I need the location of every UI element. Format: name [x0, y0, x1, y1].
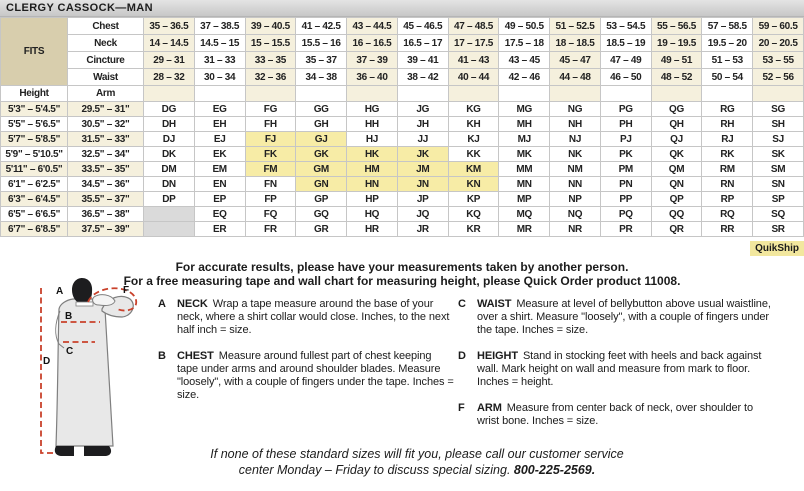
arm-range-cell: 35.5" – 37" [68, 192, 144, 207]
range-cell: 39 – 40.5 [245, 18, 296, 35]
range-cell: 17 – 17.5 [448, 35, 499, 52]
size-code-cell: FQ [245, 207, 296, 222]
range-cell: 59 – 60.5 [753, 18, 804, 35]
size-code-cell: QK [651, 147, 702, 162]
quikship-badge: QuikShip [750, 241, 804, 256]
measure-row-label: Neck [68, 35, 144, 52]
size-code-cell: KJ [448, 132, 499, 147]
size-code-cell: EH [194, 117, 245, 132]
size-code-cell: KH [448, 117, 499, 132]
size-code-cell: HR [347, 222, 398, 237]
instruction-letter: D [458, 350, 466, 362]
range-cell: 15 – 15.5 [245, 35, 296, 52]
size-code-cell: PN [600, 177, 651, 192]
height-range-cell: 6'5" – 6'6.5" [1, 207, 68, 222]
size-code-cell: SR [753, 222, 804, 237]
size-code-cell: EN [194, 177, 245, 192]
range-cell: 19 – 19.5 [651, 35, 702, 52]
range-cell: 32 – 36 [245, 69, 296, 86]
size-code-cell: GM [296, 162, 347, 177]
instruction-text: Measure at level of bellybutton above usual waistline, over a shirt. Measure "loosely", with a couple of fingers under the tape. Inches = size. [477, 298, 771, 336]
range-cell: 47 – 49 [600, 52, 651, 69]
size-code-cell: JM [397, 162, 448, 177]
size-code-cell: DN [144, 177, 195, 192]
range-cell: 57 – 58.5 [702, 18, 753, 35]
height-range-cell: 6'3" – 6'4.5" [1, 192, 68, 207]
instruction-text: Stand in stocking feet with heels and back against wall. Mark height on wall and measure from mark to floor. Inches = height. [477, 350, 762, 388]
range-cell: 30 – 34 [194, 69, 245, 86]
size-code-cell: PK [600, 147, 651, 162]
empty-header-cell [550, 86, 601, 102]
range-cell: 29 – 31 [144, 52, 195, 69]
instructions-left-column [158, 298, 454, 415]
arm-column-header: Arm [68, 86, 144, 102]
empty-size-cell [144, 207, 195, 222]
size-row [1, 102, 804, 117]
range-cell: 53 – 54.5 [600, 18, 651, 35]
range-cell: 49 – 51 [651, 52, 702, 69]
instructions-right-column [458, 298, 774, 441]
size-code-cell: QP [651, 192, 702, 207]
range-cell: 42 – 46 [499, 69, 550, 86]
size-code-cell: GK [296, 147, 347, 162]
range-cell: 40 – 44 [448, 69, 499, 86]
size-code-cell: FJ [245, 132, 296, 147]
empty-header-cell [144, 86, 195, 102]
range-cell: 52 – 56 [753, 69, 804, 86]
arm-range-cell: 33.5" – 35" [68, 162, 144, 177]
size-code-cell: HN [347, 177, 398, 192]
size-code-cell: KP [448, 192, 499, 207]
size-code-cell: EJ [194, 132, 245, 147]
chart-title: CLERGY CASSOCK—MAN [0, 0, 804, 17]
measure-row-label: Waist [68, 69, 144, 86]
size-code-cell: QG [651, 102, 702, 117]
size-row [1, 162, 804, 177]
size-code-cell: GP [296, 192, 347, 207]
size-code-cell: EQ [194, 207, 245, 222]
size-code-cell: RP [702, 192, 753, 207]
height-column-header: Height [1, 86, 68, 102]
size-code-cell: JQ [397, 207, 448, 222]
instruction-term: NECK [177, 298, 208, 310]
size-chart-table [0, 17, 804, 237]
size-code-cell: HM [347, 162, 398, 177]
arm-range-cell: 34.5" – 36" [68, 177, 144, 192]
size-code-cell: PP [600, 192, 651, 207]
fits-cell: FITS [1, 18, 68, 86]
instruction-term: WAIST [477, 298, 512, 310]
size-code-cell: SN [753, 177, 804, 192]
size-code-cell: KN [448, 177, 499, 192]
size-code-cell: JK [397, 147, 448, 162]
size-code-cell: JP [397, 192, 448, 207]
range-cell: 14 – 14.5 [144, 35, 195, 52]
quikship-row [750, 238, 804, 256]
size-row [1, 132, 804, 147]
size-code-cell: NM [550, 162, 601, 177]
instruction-letter: A [158, 298, 166, 310]
range-cell: 14.5 – 15 [194, 35, 245, 52]
size-code-cell: MH [499, 117, 550, 132]
size-row [1, 192, 804, 207]
size-code-cell: HQ [347, 207, 398, 222]
arm-range-cell: 32.5" – 34" [68, 147, 144, 162]
size-code-cell: KM [448, 162, 499, 177]
instruction-chest [158, 350, 454, 402]
size-code-cell: QM [651, 162, 702, 177]
size-code-cell: PJ [600, 132, 651, 147]
range-cell: 51 – 52.5 [550, 18, 601, 35]
column-header-row [1, 86, 804, 102]
size-code-cell: RJ [702, 132, 753, 147]
size-code-cell: DM [144, 162, 195, 177]
figure-label-f: F [123, 285, 130, 296]
range-cell: 49 – 50.5 [499, 18, 550, 35]
instruction-height [458, 350, 774, 389]
range-cell: 47 – 48.5 [448, 18, 499, 35]
size-code-cell: JG [397, 102, 448, 117]
height-range-cell: 5'7" – 5'8.5" [1, 132, 68, 147]
figure-label-a: A [56, 286, 64, 297]
range-cell: 16.5 – 17 [397, 35, 448, 52]
empty-header-cell [702, 86, 753, 102]
size-code-cell: KG [448, 102, 499, 117]
size-code-cell: QR [651, 222, 702, 237]
range-cell: 31 – 33 [194, 52, 245, 69]
range-cell: 53 – 55 [753, 52, 804, 69]
size-code-cell: PM [600, 162, 651, 177]
size-code-cell: GN [296, 177, 347, 192]
size-code-cell: RG [702, 102, 753, 117]
collar-shape [76, 302, 93, 306]
range-cell: 37 – 39 [347, 52, 398, 69]
range-cell: 35 – 37 [296, 52, 347, 69]
size-code-cell: SQ [753, 207, 804, 222]
empty-header-cell [651, 86, 702, 102]
height-range-cell: 6'1" – 6'2.5" [1, 177, 68, 192]
empty-header-cell [296, 86, 347, 102]
arm-range-cell: 36.5" – 38" [68, 207, 144, 222]
size-code-cell: MJ [499, 132, 550, 147]
footer-line-1: If none of these standard sizes will fit you, please call our customer service [210, 447, 624, 461]
instruction-text: Measure from center back of neck, over shoulder to wrist bone. Inches = size. [477, 402, 754, 427]
empty-header-cell [245, 86, 296, 102]
size-code-cell: NP [550, 192, 601, 207]
empty-header-cell [753, 86, 804, 102]
arm-range-cell: 30.5" – 32" [68, 117, 144, 132]
range-cell: 45 – 46.5 [397, 18, 448, 35]
height-range-cell: 5'5" – 5'6.5" [1, 117, 68, 132]
range-cell: 19.5 – 20 [702, 35, 753, 52]
size-code-cell: DP [144, 192, 195, 207]
range-cell: 45 – 47 [550, 52, 601, 69]
height-range-cell: 5'9" – 5'10.5" [1, 147, 68, 162]
size-code-cell: FN [245, 177, 296, 192]
size-code-cell: MM [499, 162, 550, 177]
size-code-cell: SP [753, 192, 804, 207]
range-cell: 36 – 40 [347, 69, 398, 86]
size-code-cell: QQ [651, 207, 702, 222]
size-code-cell: NJ [550, 132, 601, 147]
instruction-arm [458, 402, 774, 428]
size-code-cell: QH [651, 117, 702, 132]
range-cell: 20 – 20.5 [753, 35, 804, 52]
size-code-cell: DK [144, 147, 195, 162]
note-line-1: For accurate results, please have your measurements taken by another person. [175, 260, 629, 274]
size-code-cell: MG [499, 102, 550, 117]
size-code-cell: MR [499, 222, 550, 237]
size-code-cell: MK [499, 147, 550, 162]
measurement-row [1, 52, 804, 69]
figure-label-b: B [65, 311, 73, 322]
range-cell: 37 – 38.5 [194, 18, 245, 35]
size-code-cell: GJ [296, 132, 347, 147]
size-code-cell: GH [296, 117, 347, 132]
instruction-letter: F [458, 402, 465, 414]
instruction-waist [458, 298, 774, 337]
size-code-cell: JJ [397, 132, 448, 147]
range-cell: 16 – 16.5 [347, 35, 398, 52]
range-cell: 48 – 52 [651, 69, 702, 86]
size-row [1, 177, 804, 192]
range-cell: 41 – 42.5 [296, 18, 347, 35]
size-code-cell: RH [702, 117, 753, 132]
size-code-cell: FM [245, 162, 296, 177]
size-row [1, 117, 804, 132]
instruction-letter: B [158, 350, 166, 362]
figure-label-c: C [66, 346, 74, 357]
height-range-cell: 5'11" – 6'0.5" [1, 162, 68, 177]
size-code-cell: KK [448, 147, 499, 162]
size-code-cell: MP [499, 192, 550, 207]
size-code-cell: GG [296, 102, 347, 117]
instruction-letter: C [458, 298, 466, 310]
size-code-cell: NK [550, 147, 601, 162]
range-cell: 43 – 45 [499, 52, 550, 69]
instruction-term: HEIGHT [477, 350, 518, 362]
empty-header-cell [347, 86, 398, 102]
empty-header-cell [600, 86, 651, 102]
figure-label-d: D [43, 356, 51, 367]
empty-header-cell [194, 86, 245, 102]
range-cell: 15.5 – 16 [296, 35, 347, 52]
range-cell: 46 – 50 [600, 69, 651, 86]
arm-range-cell: 29.5" – 31" [68, 102, 144, 117]
size-code-cell: DH [144, 117, 195, 132]
empty-header-cell [448, 86, 499, 102]
range-cell: 41 – 43 [448, 52, 499, 69]
customer-service-phone: 800-225-2569. [513, 463, 596, 477]
range-cell: 18.5 – 19 [600, 35, 651, 52]
size-code-cell: DJ [144, 132, 195, 147]
size-code-cell: SJ [753, 132, 804, 147]
range-cell: 38 – 42 [397, 69, 448, 86]
size-code-cell: ER [194, 222, 245, 237]
size-code-cell: RM [702, 162, 753, 177]
size-code-cell: HH [347, 117, 398, 132]
size-code-cell: SK [753, 147, 804, 162]
size-code-cell: DG [144, 102, 195, 117]
size-code-cell: SG [753, 102, 804, 117]
range-cell: 18 – 18.5 [550, 35, 601, 52]
range-cell: 17.5 – 18 [499, 35, 550, 52]
size-code-cell: FK [245, 147, 296, 162]
size-code-cell: PR [600, 222, 651, 237]
size-row [1, 147, 804, 162]
size-code-cell: HJ [347, 132, 398, 147]
note-line-2: For a free measuring tape and wall chart for measuring height, please Quick Order product 11008. [123, 274, 681, 288]
size-code-cell: RQ [702, 207, 753, 222]
size-code-cell: RR [702, 222, 753, 237]
height-range-cell: 5'3" – 5'4.5" [1, 102, 68, 117]
size-code-cell: QJ [651, 132, 702, 147]
size-code-cell: NN [550, 177, 601, 192]
size-code-cell: NG [550, 102, 601, 117]
special-sizing-footer [30, 446, 804, 478]
footer-line-2: center Monday – Friday to discuss special sizing. [238, 463, 511, 477]
instruction-text: Wrap a tape measure around the base of your neck, where a shirt collar would close. Inches, to the next half inch = size. [177, 298, 450, 336]
range-cell: 28 – 32 [144, 69, 195, 86]
instruction-text: Measure around fullest part of chest keeping tape under arms and around shoulder blades. Measure "loosely", with a couple of fingers under the tape. Inches = size. [177, 350, 454, 401]
size-code-cell: FP [245, 192, 296, 207]
size-code-cell: EK [194, 147, 245, 162]
size-code-cell: PQ [600, 207, 651, 222]
measure-row-label: Cincture [68, 52, 144, 69]
measurement-row [1, 69, 804, 86]
range-cell: 44 – 48 [550, 69, 601, 86]
size-code-cell: MQ [499, 207, 550, 222]
size-code-cell: NR [550, 222, 601, 237]
size-code-cell: RK [702, 147, 753, 162]
size-code-cell: EM [194, 162, 245, 177]
empty-header-cell [397, 86, 448, 102]
range-cell: 33 – 35 [245, 52, 296, 69]
instruction-term: CHEST [177, 350, 214, 362]
empty-header-cell [499, 86, 550, 102]
size-code-cell: MN [499, 177, 550, 192]
size-code-cell: HK [347, 147, 398, 162]
size-row [1, 207, 804, 222]
range-cell: 35 – 36.5 [144, 18, 195, 35]
size-code-cell: SM [753, 162, 804, 177]
size-code-cell: PH [600, 117, 651, 132]
size-code-cell: EG [194, 102, 245, 117]
size-code-cell: HP [347, 192, 398, 207]
range-cell: 50 – 54 [702, 69, 753, 86]
size-code-cell: QN [651, 177, 702, 192]
size-code-cell: GR [296, 222, 347, 237]
size-code-cell: FR [245, 222, 296, 237]
size-code-cell: FG [245, 102, 296, 117]
range-cell: 51 – 53 [702, 52, 753, 69]
size-code-cell: KQ [448, 207, 499, 222]
size-code-cell: NQ [550, 207, 601, 222]
instruction-neck [158, 298, 454, 337]
size-code-cell: JR [397, 222, 448, 237]
size-code-cell: PG [600, 102, 651, 117]
size-code-cell: SH [753, 117, 804, 132]
range-cell: 55 – 56.5 [651, 18, 702, 35]
range-cell: 34 – 38 [296, 69, 347, 86]
measurement-row [1, 35, 804, 52]
size-code-cell: KR [448, 222, 499, 237]
instruction-term: ARM [477, 402, 502, 414]
size-code-cell: JN [397, 177, 448, 192]
size-code-cell: RN [702, 177, 753, 192]
hand-shape [93, 295, 115, 306]
height-range-cell: 6'7" – 6'8.5" [1, 222, 68, 237]
size-code-cell: JH [397, 117, 448, 132]
size-code-cell: HG [347, 102, 398, 117]
range-cell: 43 – 44.5 [347, 18, 398, 35]
size-code-cell: NH [550, 117, 601, 132]
measurement-row [1, 18, 804, 35]
arm-range-cell: 31.5" – 33" [68, 132, 144, 147]
size-code-cell: GQ [296, 207, 347, 222]
size-row [1, 222, 804, 237]
range-cell: 39 – 41 [397, 52, 448, 69]
measure-row-label: Chest [68, 18, 144, 35]
size-code-cell: EP [194, 192, 245, 207]
arm-range-cell: 37.5" – 39" [68, 222, 144, 237]
size-code-cell: FH [245, 117, 296, 132]
empty-size-cell [144, 222, 195, 237]
